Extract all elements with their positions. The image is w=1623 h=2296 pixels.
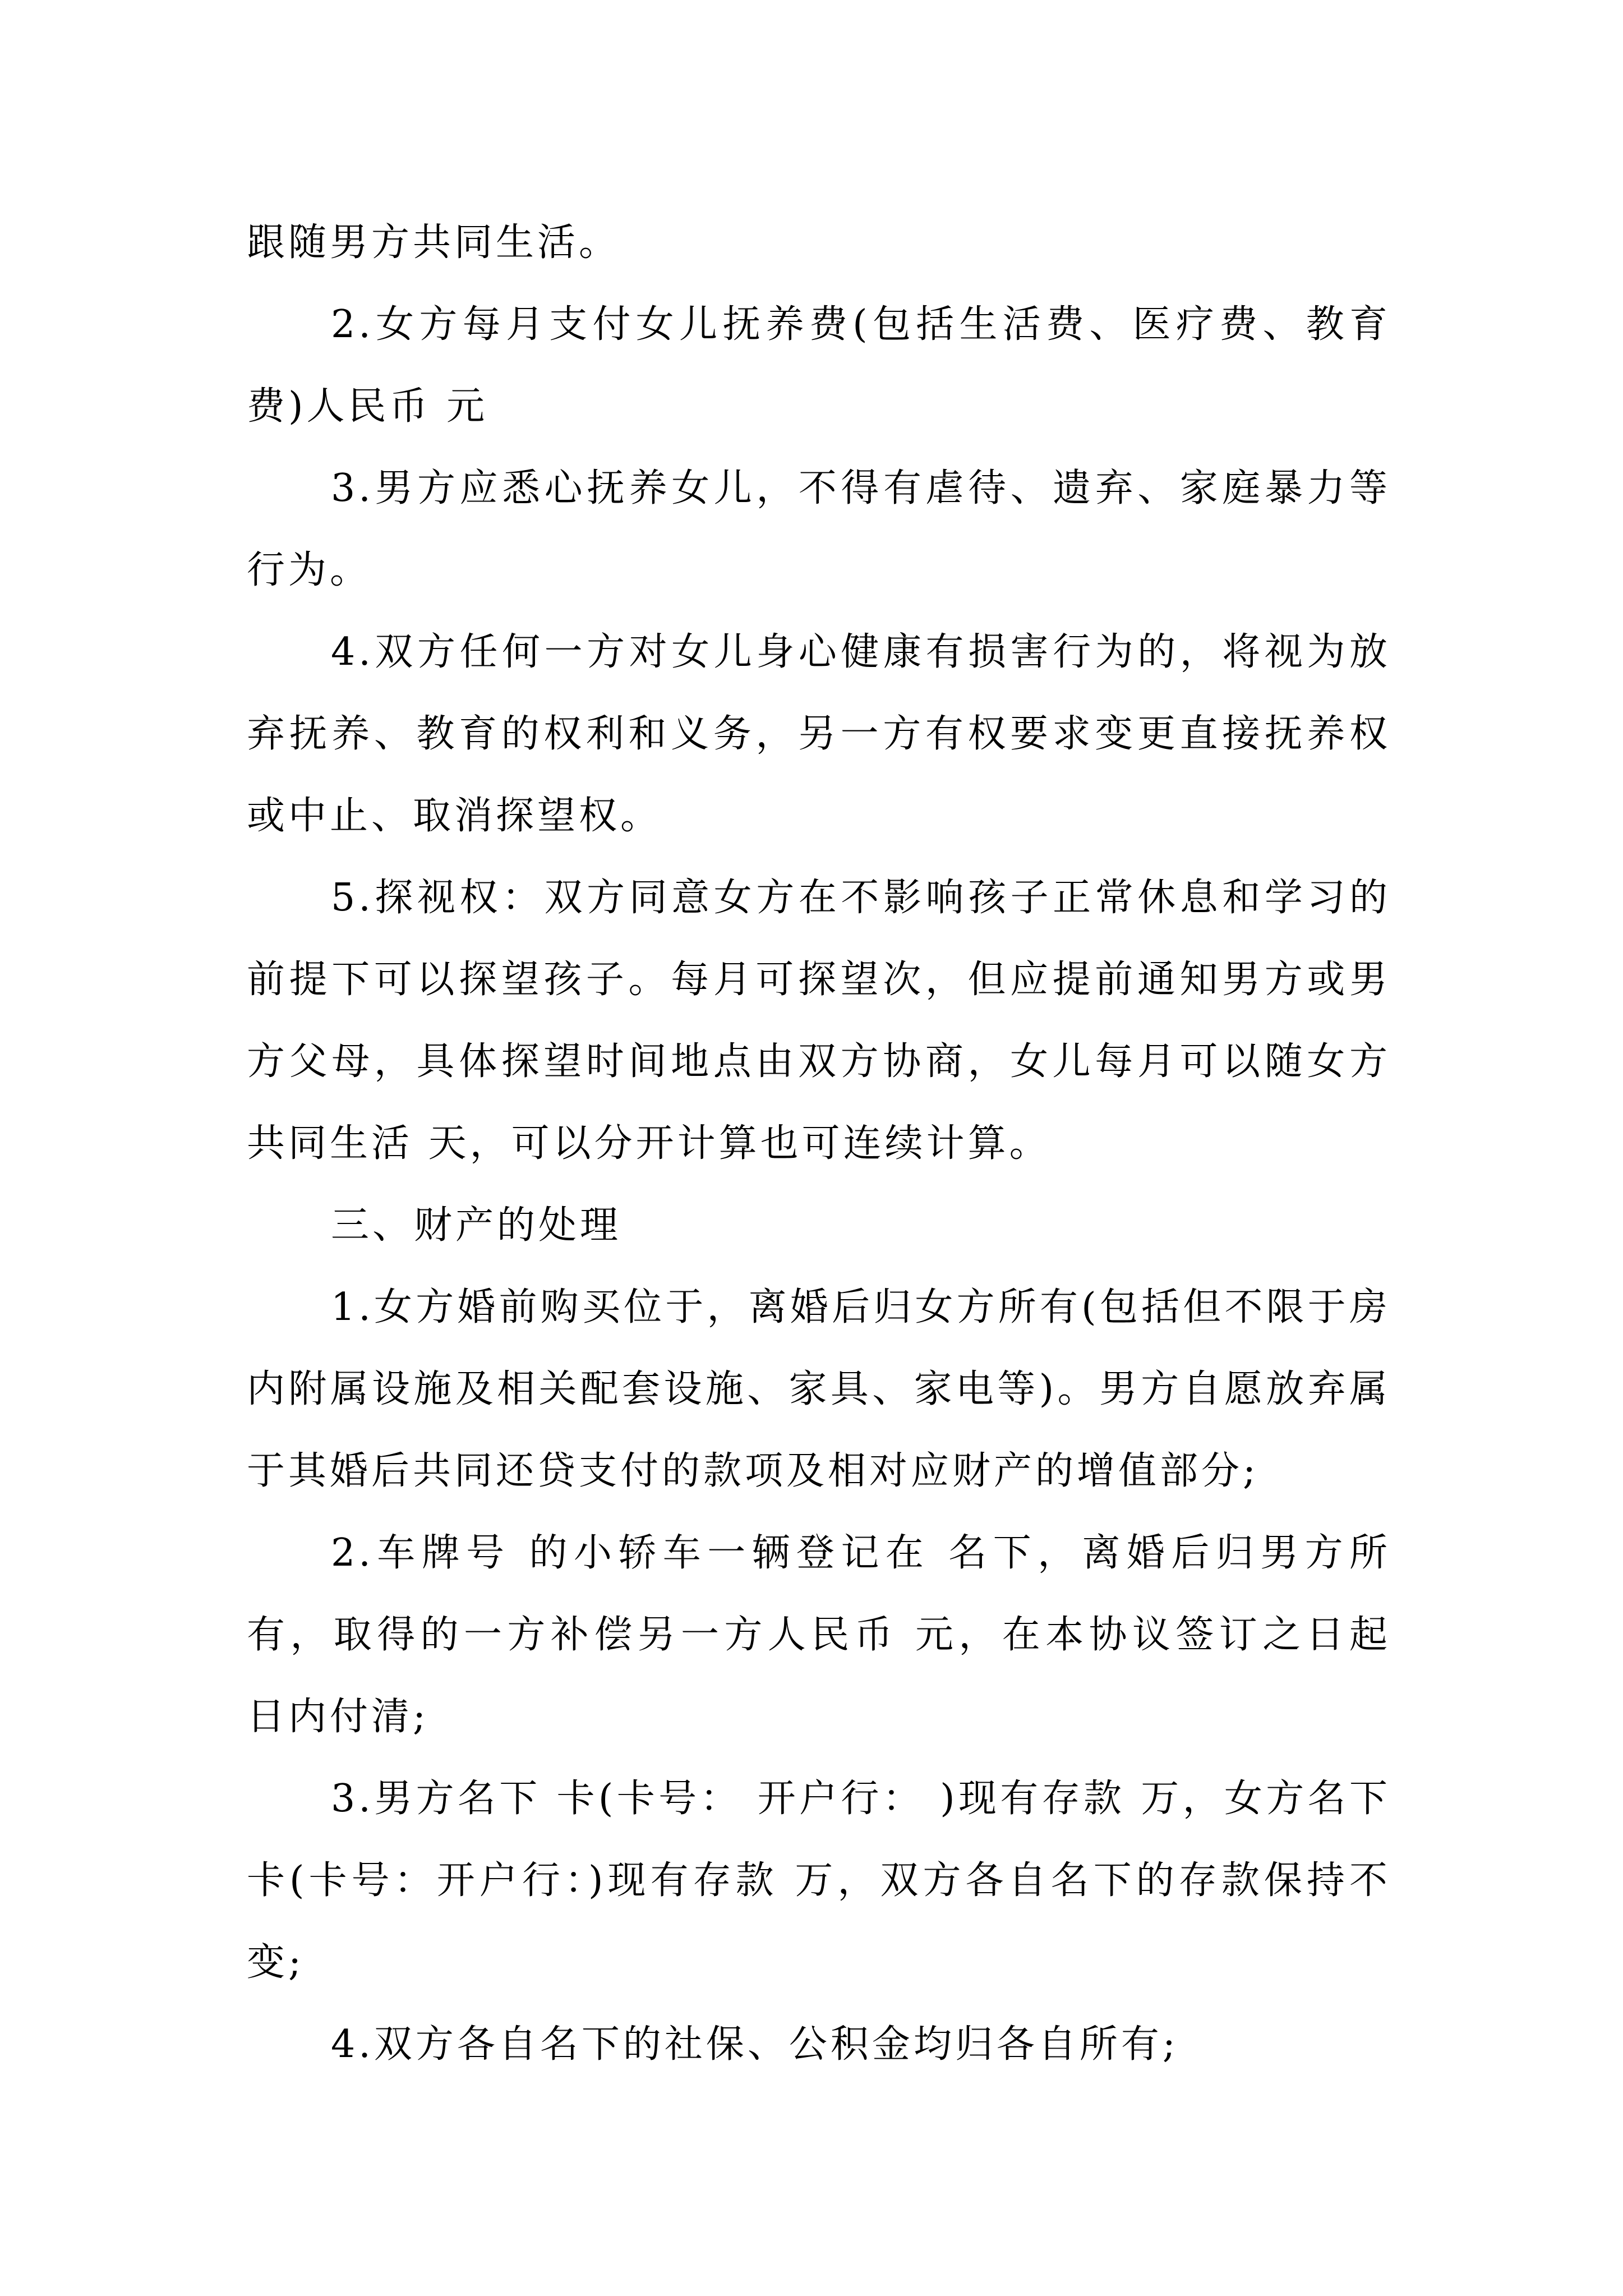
paragraph-clause-4-harm: 4.双方任何一方对女儿身心健康有损害行为的，将视为放弃抚养、教育的权利和义务，另一方有权要求变更直接抚养权或中止、取消探望权。 (247, 630, 1391, 838)
paragraph-clause-3-care: 3.男方应悉心抚养女儿，不得有虐待、遗弃、家庭暴力等行为。 (247, 466, 1391, 592)
section-heading-property: 三、财产的处理 (331, 1203, 622, 1248)
paragraph-clause-5-visitation: 5.探视权：双方同意女方在不影响孩子正常休息和学习的前提下可以探望孩子。每月可探望次，但应提前通知男方或男方父母，具体探望时间地点由双方协商，女儿每月可以随女方共同生活 天，可以分开计算也可连续计算。 (247, 876, 1391, 1166)
paragraph-clause-2-support-fee: 2.女方每月支付女儿抚养费(包括生活费、医疗费、教育费)人民币 元 (247, 302, 1391, 429)
paragraph-property-2-car: 2.车牌号 的小轿车一辆登记在 名下，离婚后归男方所有，取得的一方补偿另一方人民币 元，在本协议签订之日起 日内付清; (247, 1531, 1391, 1739)
paragraph-continuation: 跟随男方共同生活。 (247, 220, 621, 265)
document-body (247, 202, 1391, 2086)
paragraph-property-3-deposits: 3.男方名下 卡(卡号： 开户行： )现有存款 万，女方名下 卡(卡号：开户行：)现有存款 万，双方各自名下的存款保持不变; (247, 1777, 1391, 1985)
paragraph-property-4-social-security: 4.双方各自名下的社保、公积金均归各自所有; (331, 2022, 1179, 2067)
paragraph-property-1-house: 1.女方婚前购买位于，离婚后归女方所有(包括但不限于房内附属设施及相关配套设施、家具、家电等)。男方自愿放弃属于其婚后共同还贷支付的款项及相对应财产的增值部分; (247, 1285, 1391, 1493)
